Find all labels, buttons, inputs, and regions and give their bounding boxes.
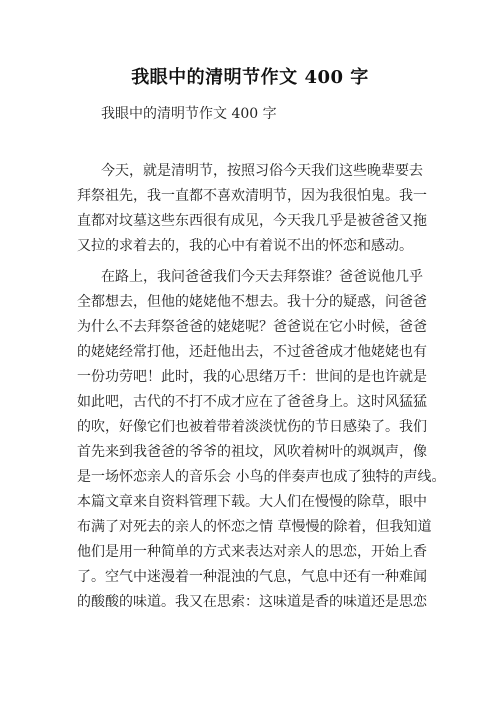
- paragraph-line: 布满了对死去的亲人的怀恋之情 草慢慢的除着，但我知道: [77, 519, 432, 535]
- document-title: 我眼中的清明节作文 400 字: [131, 67, 369, 88]
- paragraph-line: 的吹，好像它们也被着带着淡淡忧伤的节日感染了。我们: [77, 419, 427, 435]
- paragraph-line: 在路上，我问爸爸我们今天去拜祭谁？爸爸说他几乎: [101, 269, 423, 285]
- paragraph-line: 的酸酸的味道。我又在思索：这味道是香的味道还是思恋: [77, 594, 427, 610]
- paragraph-line: 拜祭祖先，我一直都不喜欢清明节，因为我很怕鬼。我一: [77, 188, 427, 204]
- paragraph-line: 的姥姥经常打他，还赶他出去，不过爸爸成才他姥姥也有: [77, 344, 427, 360]
- paragraph-line: 如此吧，古代的不打不成才应在了爸爸身上。这时风猛猛: [77, 394, 427, 410]
- paragraph-line: 他们是用一种简单的方式来表达对亲人的思恋，开始上香: [77, 544, 427, 560]
- paragraph-line: 是一场怀恋亲人的音乐会 小鸟的伴奏声也成了独特的声线。: [77, 469, 446, 485]
- paragraph-line: 一份功劳吧！此时，我的心思绪万千：世间的是也许就是: [77, 369, 427, 385]
- paragraph-line: 直都对坟墓这些东西很有成见，今天我几乎是被爸爸又拖: [77, 213, 427, 229]
- paragraph-line: 为什么不去拜祭爸爸的姥姥呢？爸爸说在它小时候，爸爸: [77, 319, 427, 335]
- paragraph-line: 首先来到我爸爸的爷爷的祖坟，风吹着树叶的飒飒声，像: [77, 444, 427, 460]
- paragraph-line: 又拉的求着去的，我的心中有着说不出的怀恋和感动。: [77, 238, 413, 254]
- document-subtitle: 我眼中的清明节作文 400 字: [101, 106, 277, 122]
- paragraph-line: 今天，就是清明节，按照习俗今天我们这些晚辈要去: [101, 163, 423, 179]
- paragraph-line: 了。空气中迷漫着一种混浊的气息，气息中还有一种难闻: [77, 569, 427, 585]
- paragraph-line: 全都想去，但他的姥姥他不想去。我十分的疑惑，问爸爸: [77, 294, 427, 310]
- paragraph-line: 本篇文章来自资料管理下载。大人们在慢慢的除草，眼中: [77, 494, 427, 510]
